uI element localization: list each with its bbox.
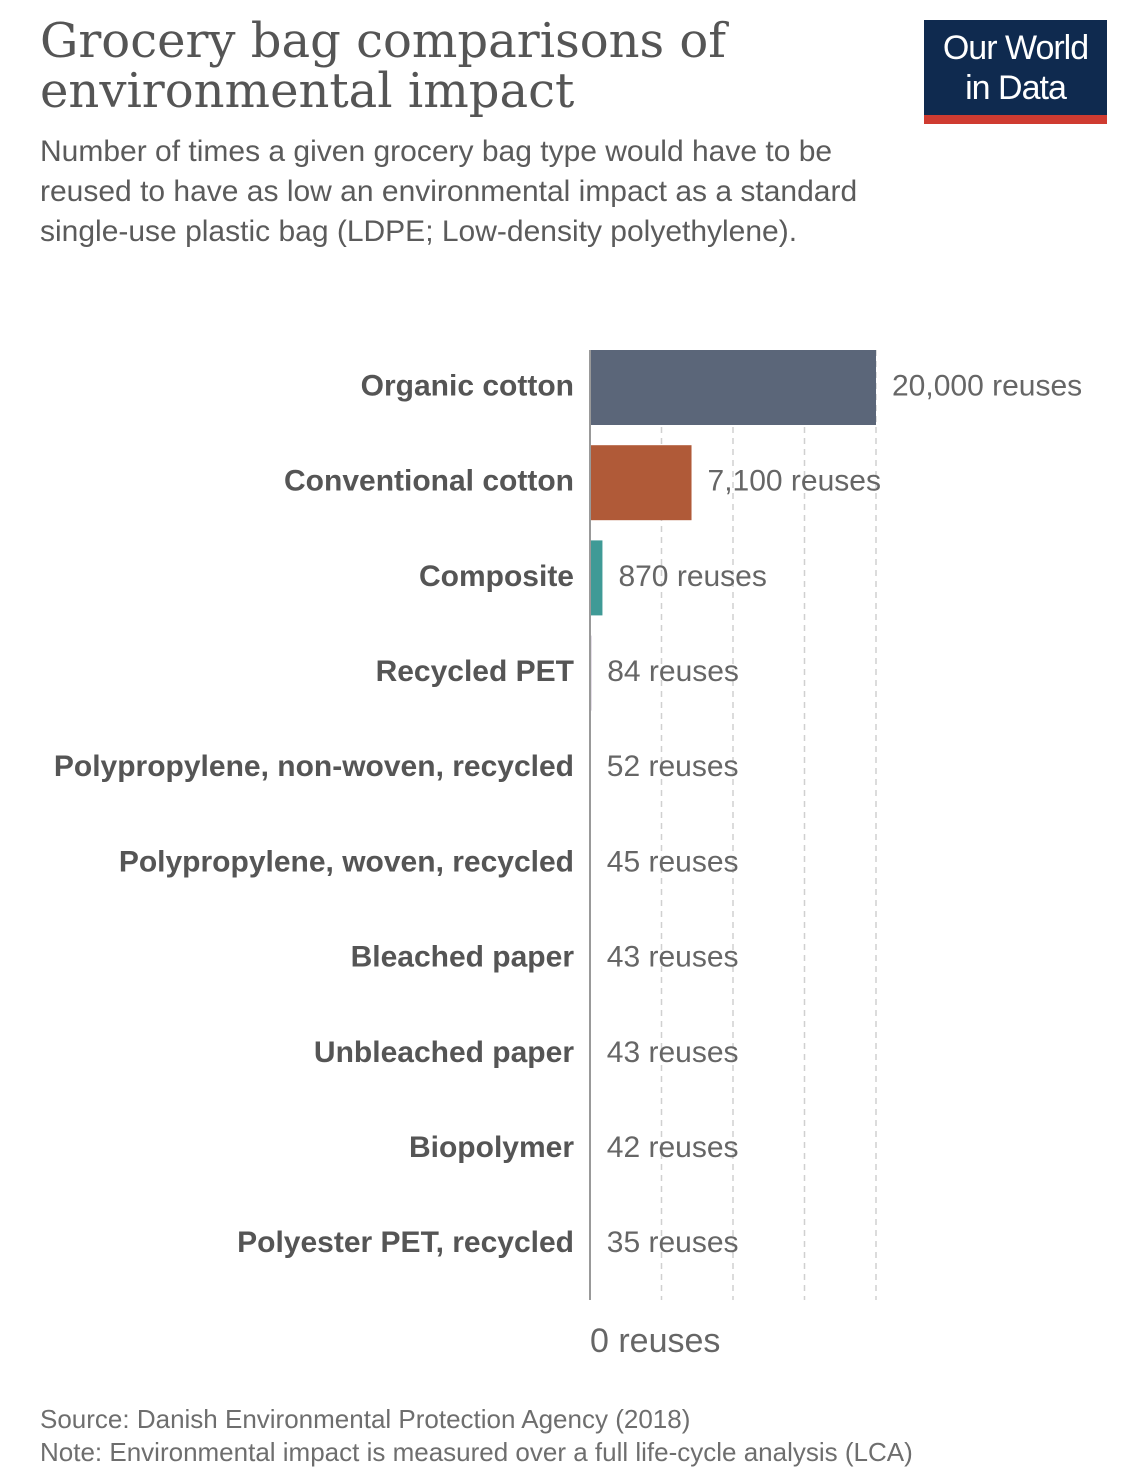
chart-title: Grocery bag comparisons of environmental impact (40, 13, 727, 119)
owid-logo[interactable] (924, 20, 1107, 124)
category-label-1: Conventional cotton (284, 464, 574, 498)
bar-0 (590, 350, 876, 425)
value-label-3: 84 reuses (607, 655, 739, 689)
x-tick-label: 0 reuses (590, 1322, 721, 1360)
footnote: Note: Environmental impact is measured over a full life-cycle analysis (LCA) (40, 1437, 913, 1467)
bar-1 (590, 445, 692, 520)
chart-subtitle: Number of times a given grocery bag type would have to be reused to have as low an environmental impact as a standard single-use plastic bag (LDPE; Low-density polyethylene). (40, 135, 858, 248)
category-label-0: Organic cotton (360, 369, 574, 403)
value-label-2: 870 reuses (618, 559, 767, 593)
category-label-9: Polyester PET, recycled (237, 1226, 574, 1260)
bar-2 (590, 540, 602, 615)
value-label-9: 35 reuses (606, 1226, 739, 1260)
category-label-2: Composite (418, 559, 574, 593)
category-label-8: Biopolymer (408, 1131, 574, 1165)
category-label-3: Recycled PET (375, 655, 574, 689)
category-label-6: Bleached paper (350, 940, 574, 974)
value-label-7: 43 reuses (606, 1035, 739, 1069)
category-label-4: Polypropylene, non-woven, recycled (53, 750, 574, 784)
logo-line-1: Our World (942, 29, 1089, 67)
category-label-5: Polypropylene, woven, recycled (118, 845, 574, 879)
value-label-5: 45 reuses (606, 845, 739, 879)
value-label-0: 20,000 reuses (892, 369, 1083, 403)
value-label-8: 42 reuses (606, 1131, 739, 1165)
value-label-1: 7,100 reuses (707, 464, 881, 498)
value-label-6: 43 reuses (606, 940, 739, 974)
value-label-4: 52 reuses (606, 750, 739, 784)
category-label-7: Unbleached paper (313, 1035, 574, 1069)
bar-chart (0, 330, 1144, 1390)
logo-line-2: in Data (965, 69, 1066, 107)
source-note: Source: Danish Environmental Protection Agency (2018) (40, 1404, 691, 1434)
